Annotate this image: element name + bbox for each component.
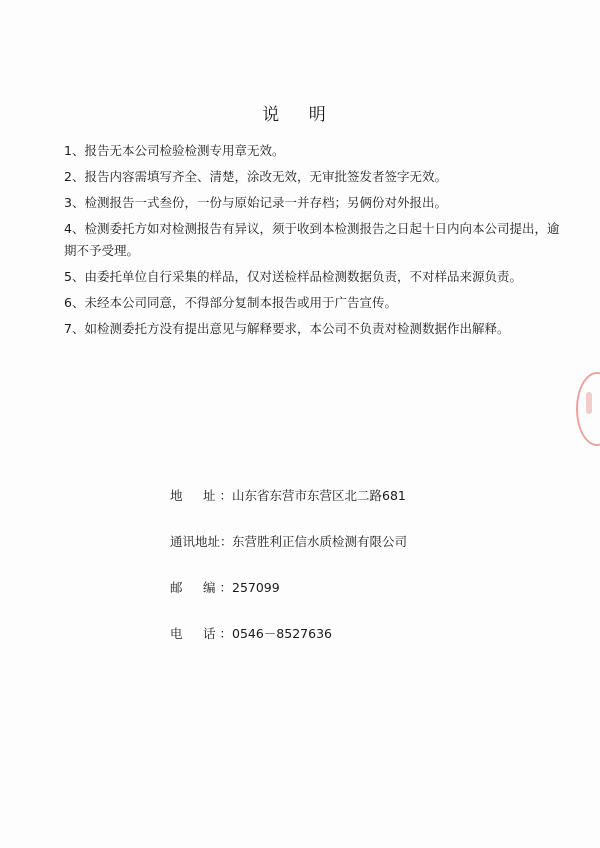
seal-stamp-mark — [586, 392, 592, 414]
postcode-label: 邮 编： — [170, 580, 232, 595]
phone-value: 0546－8527636 — [232, 626, 332, 641]
mailing-label: 通讯地址： — [170, 534, 233, 549]
postcode-value: 257099 — [232, 580, 280, 595]
address-value: 山东省东营市东营区北二路681 — [232, 488, 406, 503]
phone-label: 电 话： — [170, 626, 232, 641]
contact-block — [170, 486, 407, 670]
page-title: 说 明 — [262, 105, 338, 125]
address-label: 地 址： — [170, 488, 232, 503]
rule-item-2: 2、报告内容需填写齐全、清楚，涂改无效，无审批签发者签字无效。 — [64, 169, 447, 184]
rule-item-4: 4、检测委托方如对检测报告有异议，须于收到本检测报告之日起十日内向本公司提出，逾期不予受理。 — [64, 221, 560, 258]
phone-row — [170, 624, 407, 648]
mailing-value: 东营胜利正信水质检测有限公司 — [232, 534, 408, 549]
address-row — [170, 486, 407, 510]
rules-list — [64, 140, 564, 344]
rule-item-3: 3、检测报告一式叁份，一份与原始记录一并存档；另俩份对外报出。 — [64, 195, 447, 210]
rule-item-7: 7、如检测委托方没有提出意见与解释要求，本公司不负责对检测数据作出解释。 — [64, 321, 510, 336]
rule-item-1: 1、报告无本公司检验检测专用章无效。 — [64, 143, 285, 158]
rule-item-5: 5、由委托单位自行采集的样品，仅对送检样品检测数据负责，不对样品来源负责。 — [64, 269, 522, 284]
postcode-row — [170, 578, 407, 602]
rule-item-6: 6、未经本公司同意，不得部分复制本报告或用于广告宣传。 — [64, 295, 397, 310]
mailing-row — [170, 532, 407, 556]
